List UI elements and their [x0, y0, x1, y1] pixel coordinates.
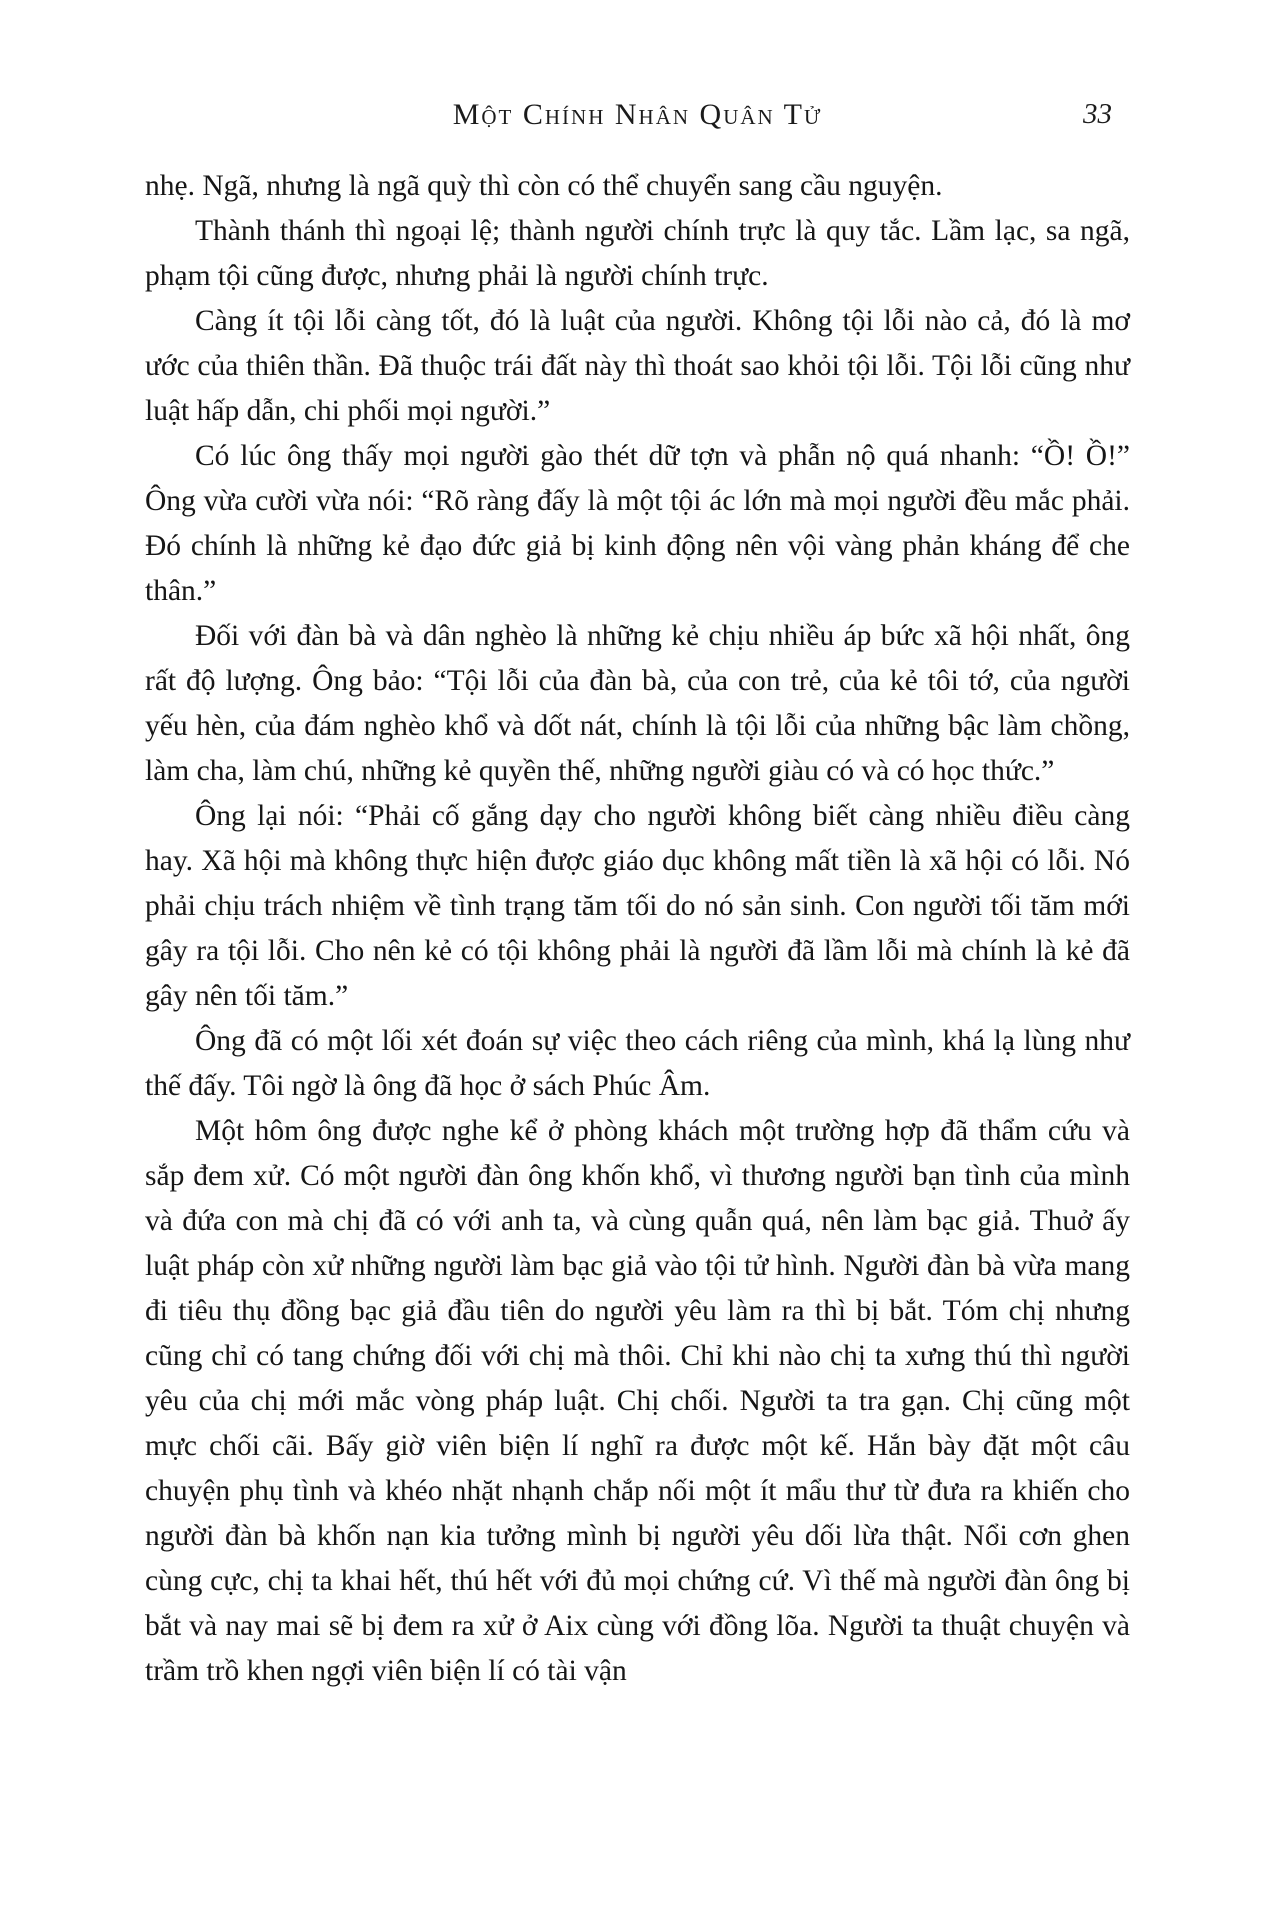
paragraph: Càng ít tội lỗi càng tốt, đó là luật của người. Không tội lỗi nào cả, đó là mơ ước của thiên thần. Đã thuộc trái đất này thì thoát sao khỏi tội lỗi. Tội lỗi cũng như luật hấp dẫn, chi phối mọi người.” [145, 305, 1130, 427]
page-header [145, 98, 1130, 142]
paragraph: Ông lại nói: “Phải cố gắng dạy cho người không biết càng nhiều điều càng hay. Xã hội mà không thực hiện được giáo dục không mất tiền là xã hội có lỗi. Nó phải chịu trách nhiệm về tình trạng tăm tối do nó sản sinh. Con người tối tăm mới gây ra tội lỗi. Cho nên kẻ có tội không phải là người đã lầm lỗi mà chính là kẻ đã gây nên tối tăm.” [145, 800, 1130, 1012]
page-number: 33 [1083, 98, 1112, 130]
paragraph: Một hôm ông được nghe kể ở phòng khách một trường hợp đã thẩm cứu và sắp đem xử. Có một người đàn ông khốn khổ, vì thương người bạn tình của mình và đứa con mà chị đã có với anh ta, và cùng quẫn quá, nên làm bạc giả. Thuở ấy luật pháp còn xử những người làm bạc giả vào tội tử hình. Người đàn bà vừa mang đi tiêu thụ đồng bạc giả đầu tiên do người yêu làm ra thì bị bắt. Tóm chị nhưng cũng chỉ có tang chứng đối với chị mà thôi. Chỉ khi nào chị ta xưng thú thì người yêu của chị mới mắc vòng pháp luật. Chị chối. Người ta tra gạn. Chị cũng một mực chối cãi. Bấy giờ viên biện lí nghĩ ra được một kế. Hắn bày đặt một câu chuyện phụ tình và khéo nhặt nhạnh chắp nối một ít mẩu thư từ đưa ra khiến cho người đàn bà khốn nạn kia tưởng mình bị người yêu dối lừa thật. Nổi cơn ghen cùng cực, chị ta khai hết, thú hết với đủ mọi chứng cứ. Vì thế mà người đàn ông bị bắt và nay mai sẽ bị đem ra xử ở Aix cùng với đồng lõa. Người ta thuật chuyện và trầm trồ khen ngợi viên biện lí có tài vận [145, 1115, 1130, 1687]
paragraph: Thành thánh thì ngoại lệ; thành người chính trực là quy tắc. Lầm lạc, sa ngã, phạm tội cũng được, nhưng phải là người chính trực. [145, 215, 1130, 292]
paragraph: Đối với đàn bà và dân nghèo là những kẻ chịu nhiều áp bức xã hội nhất, ông rất độ lượng. Ông bảo: “Tội lỗi của đàn bà, của con trẻ, của kẻ tôi tớ, của người yếu hèn, của đám nghèo khổ và dốt nát, chính là tội lỗi của những bậc làm chồng, làm cha, làm chú, những kẻ quyền thế, những người giàu có và có học thức.” [145, 620, 1130, 787]
running-title: Một Chính Nhân Quân Tử [452, 98, 823, 131]
body-text [145, 164, 1130, 1694]
paragraph: Ông đã có một lối xét đoán sự việc theo cách riêng của mình, khá lạ lùng như thế đấy. Tôi ngờ là ông đã học ở sách Phúc Âm. [145, 1025, 1130, 1102]
paragraph: Có lúc ông thấy mọi người gào thét dữ tợn và phẫn nộ quá nhanh: “Ồ! Ồ!” Ông vừa cười vừa nói: “Rõ ràng đấy là một tội ác lớn mà mọi người đều mắc phải. Đó chính là những kẻ đạo đức giả bị kinh động nên vội vàng phản kháng để che thân.” [145, 440, 1130, 607]
paragraph: nhẹ. Ngã, nhưng là ngã quỳ thì còn có thể chuyển sang cầu nguyện. [145, 170, 943, 202]
